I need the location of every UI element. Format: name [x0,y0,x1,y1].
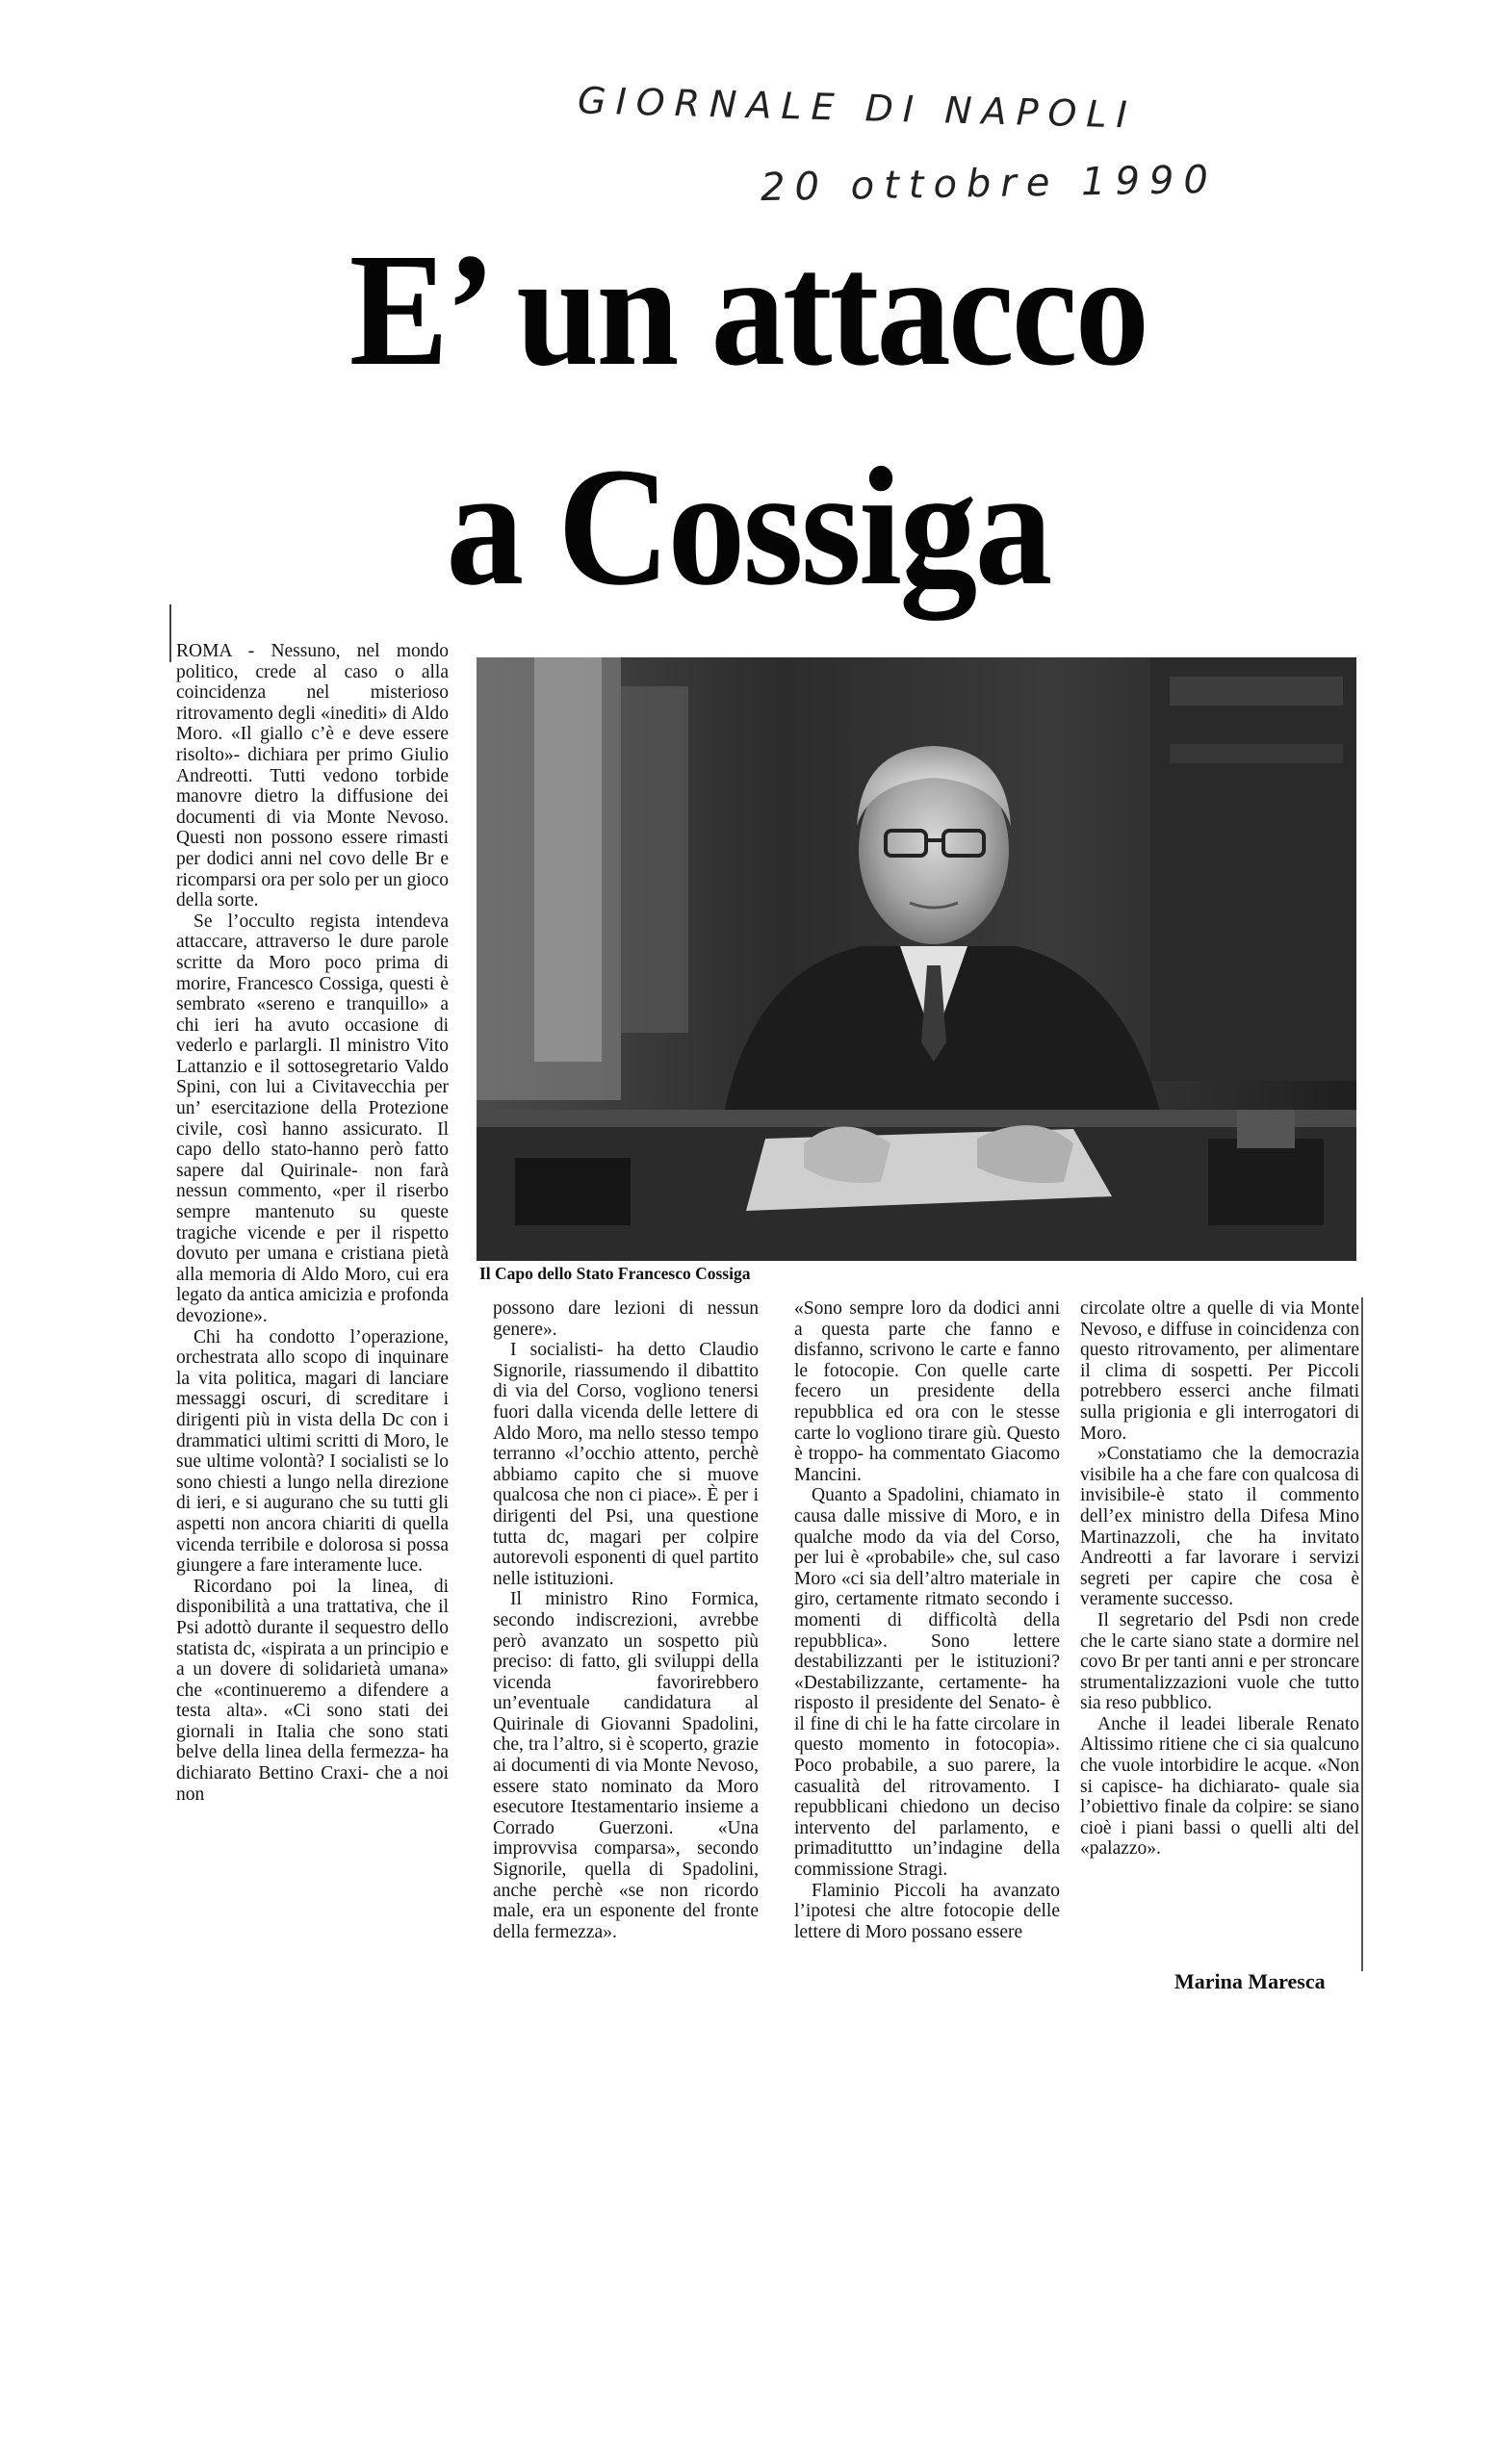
article-paragraph: Chi ha condotto l’operazione, orchestrata allo scopo di inquinare la vita politica, magari di lanciare messaggi oscuri, di screditare i dirigenti più in vista della Dc con i drammatici ultimi scritti di Moro, le sue ultime volontà? I socialisti se lo sono chiesti a lungo nella direzione di ieri, e si augurano che su tutti gli aspetti non ancora chiariti di quella vicenda terribile e dolorosa si possa giungere a fare interamente luce. [176,1326,449,1577]
article-column-4 [1080,1298,1359,1860]
clipping-edge-mark [169,604,171,662]
photo-caption: Il Capo dello Stato Francesco Cossiga [479,1264,751,1283]
article-paragraph: «Sono sempre loro da dodici anni a questa parte che fanno e disfanno, scrivono le carte e fanno le fotocopie. Con quelle carte fecero un presidente della repubblica ed ora con le stesse carte lo vogliono tirare giù. Questo è troppo- ha commentato Giacomo Mancini. [794,1298,1060,1485]
article-paragraph: Quanto a Spadolini, chiamato in causa dalle missive di Moro, e in qualche modo da via del Corso, per lui è «probabile» che, sul caso Moro «ci sia dell’altro materiale in giro, certamente ritmato secondo i momenti di difficoltà della repubblica». Sono lettere destabilizzanti per le istituzioni? «Destabilizzante, certamente- ha risposto il presidente del Senato- è il fine di chi le ha fatte circolare in questo momento in fotocopia». Poco probabile, a suo parere, la casualità del ritrovamento. I repubblicani chiedono un deciso intervento del parlamento, e primadituttto un’indagine della commissione Stragi. [794,1485,1060,1881]
article-paragraph: I socialisti- ha detto Claudio Signorile, riassumendo il dibattito di via del Corso, vogliono tenersi fuori dalla vicenda delle lettere di Aldo Moro, ma nello stesso tempo terranno «l’occhio attento, perchè abbiamo capito che si muove qualcosa che non ci piace». È per i dirigenti del Psi, una questione tutta dc, magari per colpire autorevoli esponenti di quel partito nelle istituzioni. [493,1340,759,1589]
article-paragraph: possono dare lezioni di nessun genere». [493,1298,759,1340]
clipping-edge-mark [1361,1297,1363,1971]
article-paragraph: Il ministro Rino Formica, secondo indiscrezioni, avrebbe però avanzato un sospetto più preciso: di fatto, gli sviluppi della vicenda favorirebbero un’eventuale candidatura al Quirinale di Giovanni Spadolini, che, tra l’altro, si è scoperto, grazie ai documenti di via Monte Nevoso, essere stato nominato da Moro esecutore Itestamentario insieme a Corrado Guerzoni. «Una improvvisa comparsa», secondo Signorile, quella di Spadolini, anche perchè «se non ricordo male, era un esponente del fronte della fermezza». [493,1589,759,1942]
handwritten-source-note: GIORNALE DI NAPOLI [577,79,1138,137]
article-paragraph: circolate oltre a quelle di via Monte Nevoso, e diffuse in coincidenza con questo ritrovamento, per alimentare il clima di sospetti. Per Piccoli potrebbero esserci anche filmati sulla prigionia e gli interrogatori di Moro. [1080,1298,1359,1444]
article-paragraph: Il segretario del Psdi non crede che le carte siano state a dormire nel covo Br per tanti anni e per stroncare strumentalizzazioni vuole che tutto sia reso pubblico. [1080,1609,1359,1714]
headline-line-2: a Cossiga [446,433,1050,621]
article-paragraph: ROMA - Nessuno, nel mondo politico, crede al caso o alla coincidenza nel misterioso ritrovamento degli «inediti» di Aldo Moro. «Il giallo c’è e deve essere risolto»- dichiara per primo Giulio Andreotti. Tutti vedono torbide manovre dietro la diffusione dei documenti di via Monte Nevoso. Questi non possono essere rimasti per dodici anni nel covo delle Br e ricomparsi ora per solo per un gioco della sorte. [176,641,449,911]
article-column-3 [794,1298,1060,1942]
article-column-2 [493,1298,759,1942]
author-byline: Marina Maresca [1174,1969,1326,1993]
article-paragraph: »Constatiamo che la democrazia visibile ha a che fare con qualcosa di invisibile-è stato il commento dell’ex ministro della Difesa Mino Martinazzoli, che ha invitato Andreotti a far lavorare i servizi segreti per capire che cosa è veramente successo. [1080,1444,1359,1610]
article-paragraph: Flaminio Piccoli ha avanzato l’ipotesi che altre fotocopie delle lettere di Moro possano essere [794,1880,1060,1942]
headline-line-1: E’ un attacco [348,220,1148,399]
article-column-1 [176,641,449,1805]
article-paragraph: Anche il leadei liberale Renato Altissimo ritiene che ci sia qualcuno che vuole intorbidire le acque. «Non si capisce- ha dichiarato- quale sia l’obiettivo finale da colpire: se siano cioè i piani bassi o quelli alti del «palazzo». [1080,1713,1359,1860]
photo-francesco-cossiga [477,657,1356,1261]
article-paragraph: Ricordano poi la linea, di disponibilità a una trattativa, che il Psi adottò durante il sequestro dello statista dc, «ispirata a un principio e a un dovere di solidarietà umana» che «continueremo a difendere a testa alta». «Ci sono stati dei giornali in Italia che sono stati belve della linea della fermezza- ha dichiarato Bettino Craxi- che a noi non [176,1576,449,1805]
handwritten-date-note: 20 ottobre 1990 [760,157,1219,211]
article-paragraph: Se l’occulto regista intendeva attaccare, attraverso le dure parole scritte da Moro poco prima di morire, Francesco Cossiga, questi è sembrato «sereno e tranquillo» a chi ieri ha avuto occasione di vederlo e parlargli. Il ministro Vito Lattanzio e il sottosegretario Valdo Spini, con lui a Civitavecchia per un’ esercitazione della Protezione civile, così hanno assicurato. Il capo dello stato-hanno però fatto sapere dal Quirinale- non farà nessun commento, «per il riserbo sempre mantenuto su queste tragiche vicende e per il rispetto dovuto per umana e cristiana pietà alla memoria di Aldo Moro, cui era legato da antica amicizia e profonda devozione». [176,911,449,1326]
